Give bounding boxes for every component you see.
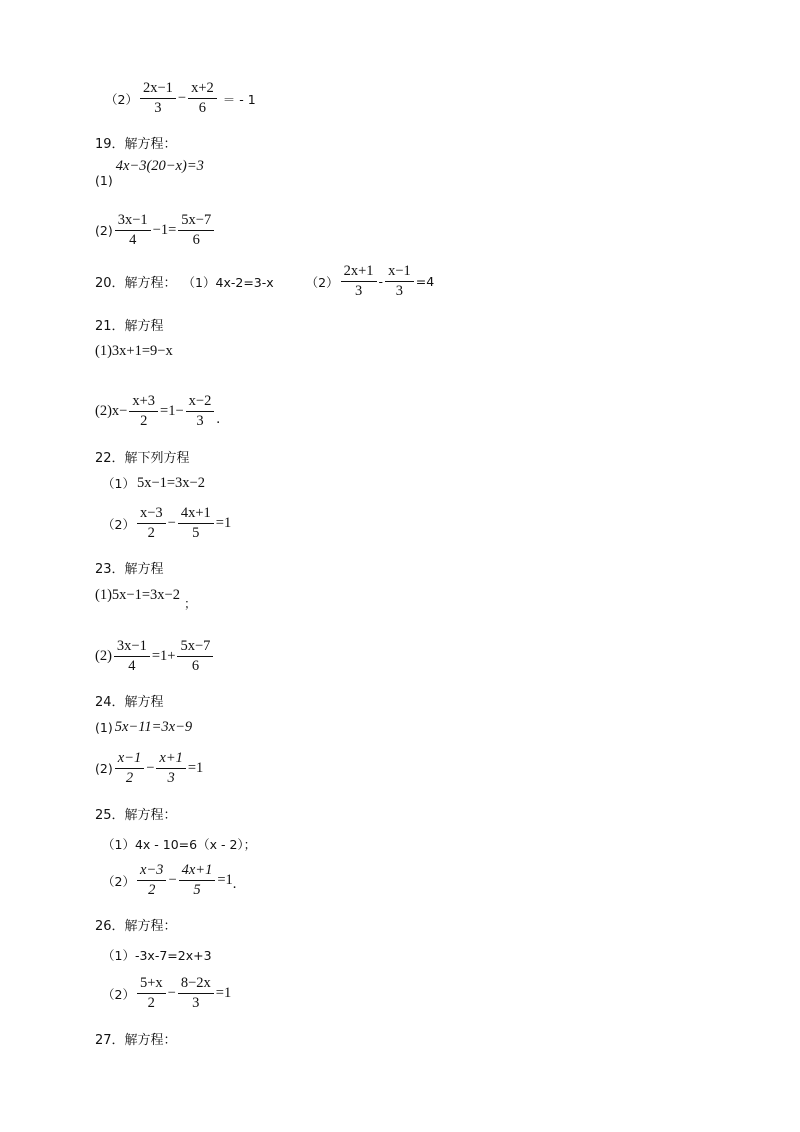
- q20-part1: （1）4x-2=3-x: [182, 274, 274, 290]
- numerator: x−1: [115, 750, 144, 769]
- q20-line: [95, 263, 434, 300]
- numerator: 5+x: [137, 975, 166, 994]
- part-label: （2）: [105, 91, 138, 107]
- q22-heading: 22．解下列方程: [95, 451, 190, 466]
- operator: =1−: [160, 403, 184, 419]
- q19-part2: [95, 212, 216, 249]
- denominator: 2: [147, 525, 155, 541]
- fraction: [140, 80, 176, 117]
- operator: −: [146, 760, 155, 776]
- fraction: [156, 750, 185, 787]
- equation: 5x−11=3x−9: [114, 719, 193, 735]
- q19-heading: 19．解方程：: [95, 137, 177, 152]
- period: .: [232, 876, 237, 892]
- q25-part1: （1）4x - 10=6（x - 2）；: [102, 837, 257, 852]
- fraction: [129, 393, 158, 430]
- denominator: 3: [395, 283, 404, 299]
- q24-part2: [95, 750, 203, 787]
- q19-part1: [95, 158, 204, 188]
- numerator: 2x−1: [140, 80, 176, 99]
- operator: −: [168, 872, 177, 888]
- numerator: x−3: [137, 862, 166, 881]
- q22-part2: [102, 505, 231, 542]
- denominator: 6: [191, 658, 200, 674]
- numerator: x+3: [129, 393, 158, 412]
- numerator: x+1: [156, 750, 185, 769]
- q23-heading: 23．解方程: [95, 562, 164, 577]
- period: .: [216, 411, 220, 427]
- denominator: 2: [147, 995, 155, 1011]
- q26-part2: [102, 975, 231, 1012]
- q21-heading: 21．解方程: [95, 319, 164, 334]
- part-label: （1）: [102, 476, 135, 491]
- denominator: 3: [167, 770, 175, 786]
- numerator: 3x−1: [114, 638, 150, 657]
- numerator: 4x+1: [179, 862, 216, 881]
- right-hand-side: =1: [215, 515, 232, 531]
- numerator: 5x−7: [178, 212, 214, 231]
- right-hand-side: =4: [415, 274, 435, 289]
- fraction: [186, 393, 215, 430]
- operator: −: [177, 90, 187, 106]
- operator: −: [167, 985, 176, 1001]
- right-hand-side: =1: [187, 760, 204, 776]
- part-label: (2): [95, 648, 112, 664]
- operator: −: [167, 515, 176, 531]
- denominator: 3: [196, 413, 204, 429]
- operator: −1=: [152, 222, 177, 238]
- denominator: 5: [192, 525, 200, 541]
- part-label: (2): [95, 223, 113, 238]
- denominator: 5: [193, 882, 201, 898]
- denominator: 3: [354, 283, 363, 299]
- semicolon: ；: [183, 596, 197, 611]
- operator: =1+: [151, 648, 176, 664]
- fraction: [115, 212, 151, 249]
- q21-part2: [95, 393, 220, 430]
- q23-part1: [95, 586, 197, 611]
- numerator: x−1: [385, 263, 414, 282]
- part-label: （2）: [305, 274, 339, 290]
- q27-heading: 27．解方程：: [95, 1033, 177, 1048]
- q25-heading: 25．解方程：: [95, 808, 177, 823]
- denominator: 3: [192, 995, 200, 1011]
- fraction: [115, 750, 144, 787]
- denominator: 3: [154, 100, 162, 116]
- numerator: x+2: [188, 80, 217, 99]
- denominator: 6: [192, 232, 200, 248]
- numerator: 2x+1: [341, 263, 377, 282]
- numerator: x−3: [137, 505, 166, 524]
- part-label: (1): [95, 720, 113, 735]
- q24-heading: 24．解方程: [95, 695, 164, 710]
- q26-heading: 26．解方程：: [95, 919, 177, 934]
- q22-part1: [102, 474, 205, 492]
- fraction: [177, 638, 213, 675]
- numerator: x−2: [186, 393, 215, 412]
- q24-part1: [95, 719, 192, 736]
- right-hand-side: ＝ - 1: [222, 91, 256, 107]
- operator: -: [378, 274, 384, 289]
- equation: 4x−3(20−x)=3: [115, 158, 204, 174]
- denominator: 2: [140, 413, 148, 429]
- q21-part1: (1)3x+1=9−x: [95, 343, 173, 359]
- fraction: [114, 638, 150, 675]
- right-hand-side: =1: [215, 985, 232, 1001]
- right-hand-side: =1: [217, 872, 233, 888]
- fraction: [178, 505, 214, 542]
- part-label: (2): [95, 761, 113, 776]
- fraction: [188, 80, 217, 117]
- q23-part2: [95, 638, 215, 675]
- denominator: 4: [129, 232, 137, 248]
- fraction: [178, 975, 214, 1012]
- denominator: 6: [198, 100, 207, 116]
- fraction: [178, 212, 214, 249]
- numerator: 8−2x: [178, 975, 214, 994]
- q26-part1: （1）-3x-7=2x+3: [102, 948, 212, 963]
- equation: (1)5x−1=3x−2: [95, 586, 180, 603]
- fraction: [179, 862, 216, 899]
- q20-heading: 20．解方程：: [95, 276, 177, 291]
- fraction: [137, 505, 166, 542]
- part-label: (1): [95, 173, 113, 188]
- denominator: 4: [128, 658, 136, 674]
- denominator: 2: [125, 770, 134, 786]
- fraction: [385, 263, 414, 300]
- part-label: （2）: [102, 873, 135, 889]
- numerator: 3x−1: [115, 212, 151, 231]
- fraction: [341, 263, 377, 300]
- fraction: [137, 862, 166, 899]
- equation: 5x−1=3x−2: [136, 474, 205, 491]
- numerator: 5x−7: [177, 638, 213, 657]
- denominator: 2: [148, 882, 156, 898]
- q18-part2: [105, 80, 256, 117]
- part-label: （2）: [102, 516, 135, 532]
- q25-part2: [102, 862, 236, 899]
- part-prefix: (2)x−: [95, 403, 128, 419]
- part-label: （2）: [102, 986, 135, 1002]
- fraction: [137, 975, 166, 1012]
- numerator: 4x+1: [178, 505, 214, 524]
